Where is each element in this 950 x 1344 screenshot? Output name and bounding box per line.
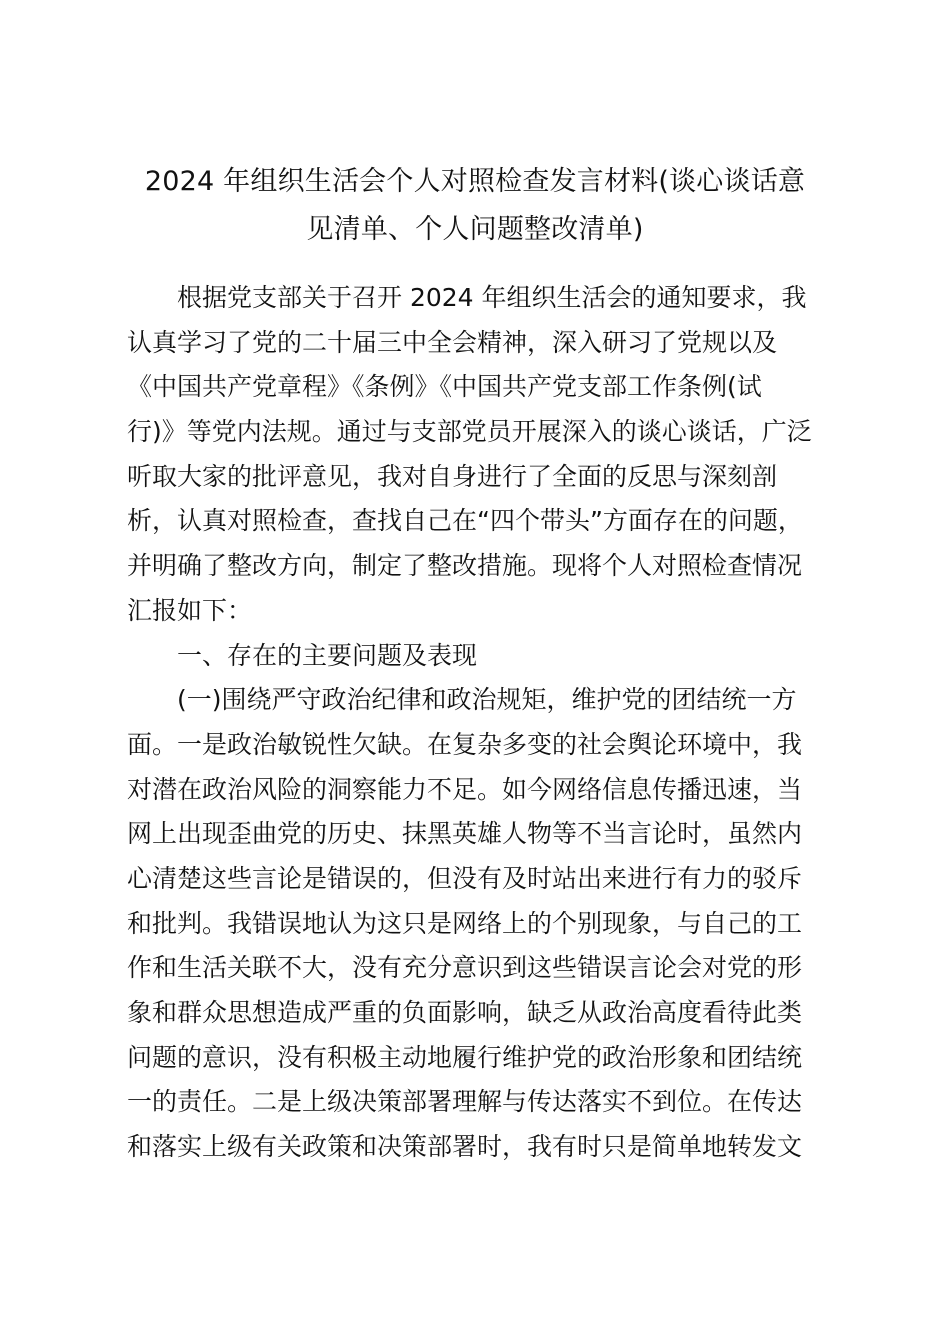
document-title <box>110 158 840 254</box>
body-line: 和批判。我错误地认为这只是网络上的个别现象，与自己的工 <box>127 908 803 938</box>
body-line: 《中国共产党章程》《条例》《中国共产党支部工作条例(试 <box>127 372 762 402</box>
body-line: 根据党支部关于召开 2024 年组织生活会的通知要求，我 <box>177 283 807 312</box>
body-line: 作和生活关联不大，没有充分意识到这些错误言论会对党的形 <box>127 953 803 983</box>
body-line: 网上出现歪曲党的历史、抹黑英雄人物等不当言论时，虽然内 <box>127 819 803 849</box>
body-line: 象和群众思想造成严重的负面影响，缺乏从政治高度看待此类 <box>127 998 803 1027</box>
body-line: 听取大家的批评意见，我对自身进行了全面的反思与深刻剖 <box>127 461 778 491</box>
body-line: 汇报如下： <box>127 595 253 625</box>
body-line: 析，认真对照检查，查找自己在“四个带头”方面存在的问题， <box>127 506 803 536</box>
body-line: 对潜在政治风险的洞察能力不足。如今网络信息传播迅速，当 <box>127 774 803 804</box>
body-line: 问题的意识，没有积极主动地履行维护党的政治形象和团结统 <box>127 1042 803 1072</box>
body-line: 一的责任。二是上级决策部署理解与传达落实不到位。在传达 <box>127 1087 803 1117</box>
title-line-2: 见清单、个人问题整改清单) <box>306 214 644 245</box>
body-line: 和落实上级有关政策和决策部署时，我有时只是简单地转发文 <box>127 1132 803 1162</box>
body-line: 心清楚这些言论是错误的，但没有及时站出来进行有力的驳斥 <box>127 863 803 893</box>
body-line: 认真学习了党的二十届三中全会精神，深入研习了党规以及 <box>127 327 778 357</box>
body-line: 面。一是政治敏锐性欠缺。在复杂多变的社会舆论环境中，我 <box>127 729 803 759</box>
body-line: (一)围绕严守政治纪律和政治规矩，维护党的团结统一方 <box>177 685 797 715</box>
document-body <box>127 276 827 1170</box>
body-line: 行)》等党内法规。通过与支部党员开展深入的谈心谈话，广泛 <box>127 417 812 447</box>
title-line-1: 2024 年组织生活会个人对照检查发言材料(谈心谈话意 <box>144 166 806 197</box>
section-heading: 一、存在的主要问题及表现 <box>177 640 478 670</box>
body-line: 并明确了整改方向，制定了整改措施。现将个人对照检查情况 <box>127 551 803 581</box>
